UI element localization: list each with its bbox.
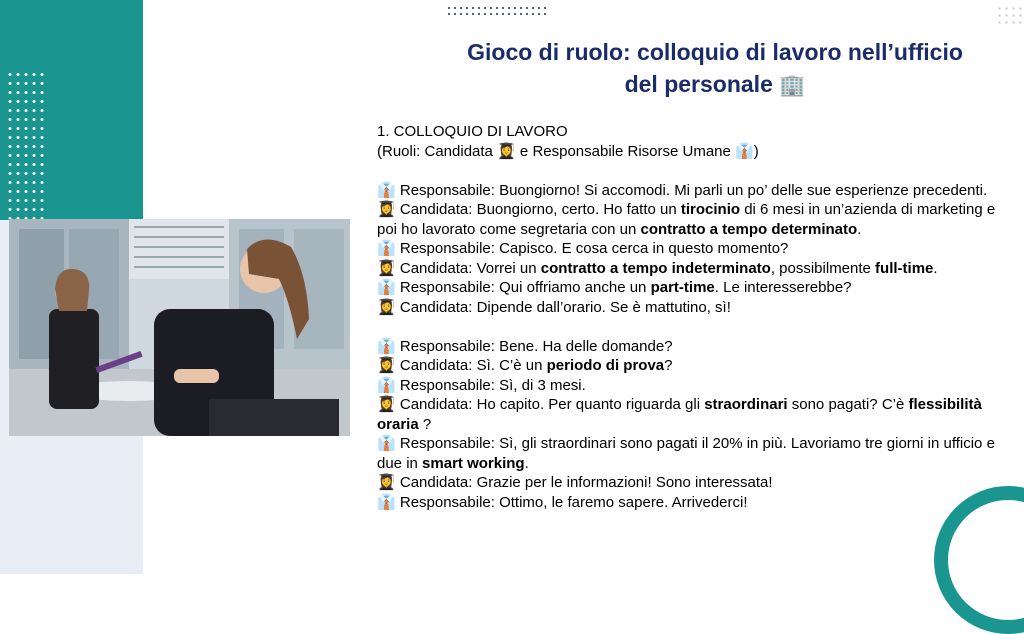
key-term: periodo di prova [546, 357, 665, 374]
section-heading: 1. COLLOQUIO DI LAVORO [377, 123, 568, 140]
interview-photo [9, 219, 350, 436]
dialogue-text: Responsabile: Qui offriamo anche un [399, 279, 651, 296]
dialogue-text: Responsabile: Sì, di 3 mesi. [399, 376, 586, 394]
tie-icon: 👔 [377, 376, 396, 394]
dialogue-text: . [933, 259, 938, 277]
dialogue-text: . Le interesserebbe? [714, 279, 852, 296]
key-term: smart working [422, 454, 525, 472]
dialogue-text: Candidata: Buongiorno, certo. Ho fatto un [399, 201, 681, 218]
tie-icon: 👔 [377, 493, 396, 511]
dialogue-line [377, 395, 1007, 434]
dialogue-text: , possibilmente [770, 259, 876, 277]
tie-icon: 👔 [377, 337, 396, 355]
dialogue-line [377, 200, 1007, 239]
student-icon: 👩‍🎓 [377, 396, 396, 413]
roles-prefix: (Ruoli: Candidata [377, 142, 498, 160]
student-icon: 👩‍🎓 [377, 201, 396, 218]
dialogue-text: . [857, 220, 862, 238]
dialogue-text: Responsabile: Sì, gli straordinari sono pagati il 20% in più. Lavoriamo tre giorni in ufficio e due in [377, 435, 995, 472]
title-line-2 [410, 68, 1020, 102]
decorative-dot-grid-right [996, 5, 1024, 25]
key-term: flessibilità oraria [377, 396, 982, 433]
dialogue-line [377, 356, 1007, 376]
dialogue-text: di 6 mesi in un’azienda di marketing e poi ho lavorato come segretaria con un [377, 201, 996, 238]
student-icon: 👩‍🎓 [377, 298, 396, 316]
dialogue-line [377, 376, 1007, 396]
key-term: full-time [875, 259, 934, 277]
slide-title [410, 36, 1020, 102]
student-icon: 👩‍🎓 [497, 142, 516, 160]
title-line-1: Gioco di ruolo: colloquio di lavoro nell’ufficio [467, 39, 963, 65]
key-term: contratto a tempo determinato [640, 220, 858, 238]
key-term: part-time [650, 279, 715, 296]
dialogue-line [377, 337, 1007, 357]
dialogue-line [377, 259, 1007, 279]
key-term: straordinari [704, 396, 788, 413]
tie-icon: 👔 [377, 240, 396, 257]
dialogue-text: sono pagati? C’è [787, 396, 909, 413]
dialogue-text: ? [418, 415, 432, 433]
dialogue-text: Candidata: Grazie per le informazioni! Sono interessata! [399, 474, 773, 491]
dialogue-text: . [524, 454, 529, 472]
dialogue-line [377, 473, 1007, 493]
key-term: contratto a tempo indeterminato [540, 259, 771, 277]
dialogue-text: Responsabile: Ottimo, le faremo sapere. Arrivederci! [399, 493, 748, 511]
decorative-dot-grid-top [446, 5, 546, 17]
dialogue-text: Responsabile: Buongiorno! Si accomodi. Mi parli un po’ delle sue esperienze precedenti. [399, 181, 988, 199]
tie-icon: 👔 [377, 435, 396, 452]
dialogue-line [377, 298, 1007, 318]
key-term: tirocinio [680, 201, 741, 218]
student-icon: 👩‍🎓 [377, 474, 396, 491]
dialogue-line [377, 278, 1007, 298]
decorative-dot-grid-left [6, 70, 46, 220]
dialogue-line [377, 181, 1007, 201]
title-line-2-text: del personale [624, 71, 773, 97]
dialogue-text: Candidata: Dipende dall’orario. Se è mattutino, sì! [399, 298, 731, 316]
dialogue-text: ? [664, 357, 673, 374]
dialogue-text: Candidata: Ho capito. Per quanto riguarda gli [399, 396, 705, 413]
student-icon: 👩‍🎓 [377, 259, 396, 277]
roles-suffix: ) [753, 142, 759, 160]
tie-icon: 👔 [377, 279, 396, 296]
tie-icon: 👔 [735, 142, 754, 160]
tie-icon: 👔 [377, 181, 396, 199]
student-icon: 👩‍🎓 [377, 357, 396, 374]
office-building-icon: 🏢 [779, 74, 806, 97]
roles-line [377, 142, 1007, 162]
dialogue-line [377, 434, 1007, 473]
dialogue-line [377, 239, 1007, 259]
dialogue-line [377, 493, 1007, 513]
dialogue-text: Candidata: Sì. C’è un [399, 357, 547, 374]
dialogue-text: Responsabile: Capisco. E cosa cerca in questo momento? [399, 240, 789, 257]
dialogue-text: Candidata: Vorrei un [399, 259, 541, 277]
dialogue-content [377, 122, 1007, 512]
dialogue-text: Responsabile: Bene. Ha delle domande? [399, 337, 673, 355]
roles-mid: e Responsabile Risorse Umane [515, 142, 736, 160]
